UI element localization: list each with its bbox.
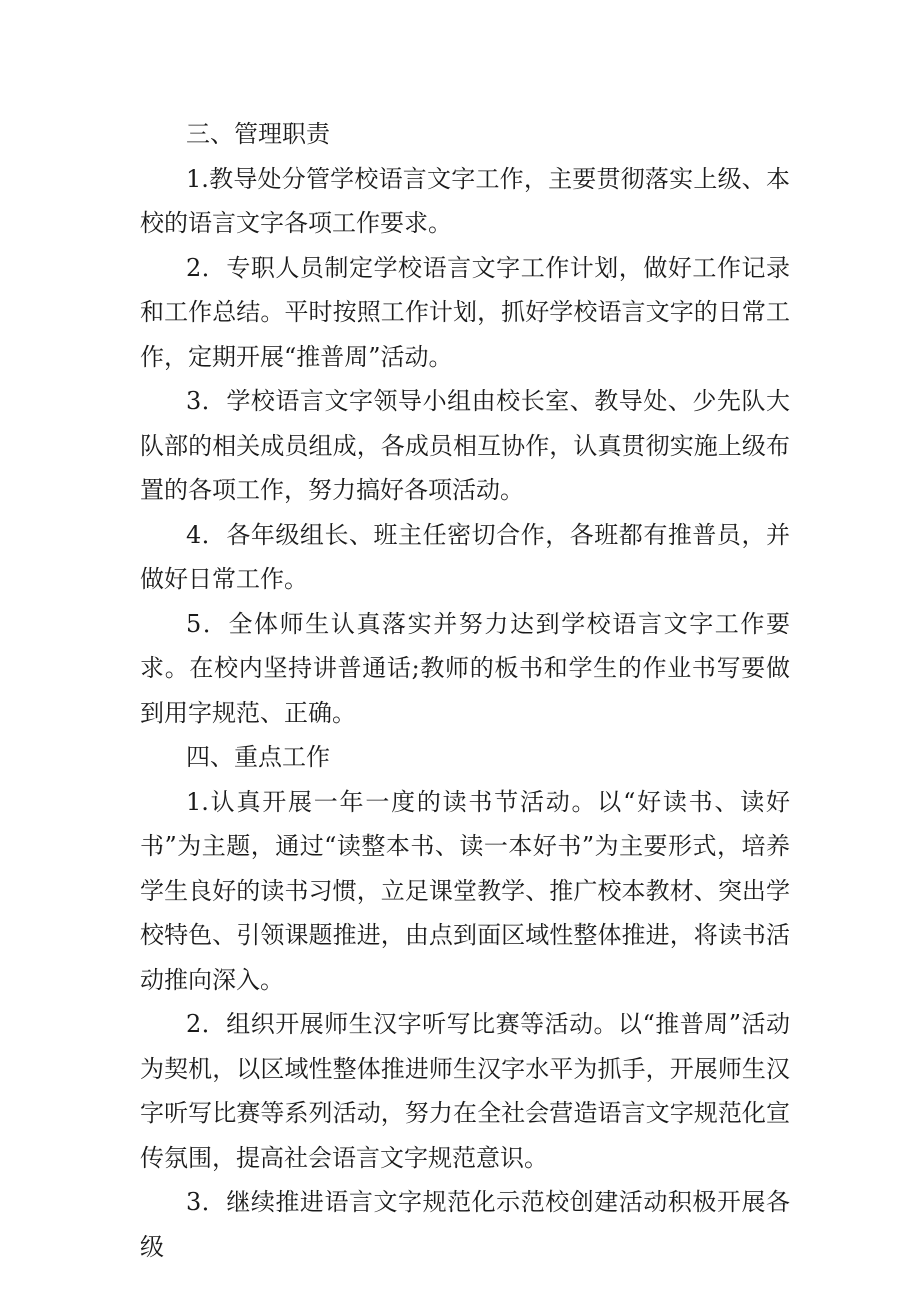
paragraph-duty-4: 4．各年级组长、班主任密切合作，各班都有推普员，并做好日常工作。 [140,520,790,593]
paragraph-work-1: 1.认真开展一年一度的读书节活动。以“好读书、读好书”为主题，通过“读整本书、读一本好书”为主要形式，培养学生良好的读书习惯，立足课堂教学、推广校本教材、突出学校特色、引领课题推进，由点到面区域性整体推进，将读书活动推向深入。 [140,787,790,994]
paragraph-work-3: 3．继续推进语言文字规范化示范校创建活动积极开展各级 [140,1188,790,1261]
section-heading-key-work: 四、重点工作 [186,743,330,771]
paragraph-duty-1: 1.教导处分管学校语言文字工作，主要贯彻落实上级、本校的语言文字各项工作要求。 [140,164,790,237]
paragraph-duty-5: 5．全体师生认真落实并努力达到学校语言文字工作要求。在校内坚持讲普通话;教师的板书和学生的作业书写要做到用字规范、正确。 [140,609,790,727]
paragraph-work-2: 2．组织开展师生汉字听写比赛等活动。以“推普周”活动为契机，以区域性整体推进师生汉字水平为抓手，开展师生汉字听写比赛等系列活动，努力在全社会营造语言文字规范化宣传氛围，提高社会语言文字规范意识。 [140,1010,790,1172]
paragraph-duty-2: 2．专职人员制定学校语言文字工作计划，做好工作记录和工作总结。平时按照工作计划，抓好学校语言文字的日常工作，定期开展“推普周”活动。 [140,253,790,371]
document-page [140,112,790,1269]
section-heading-management: 三、管理职责 [186,120,330,148]
paragraph-duty-3: 3．学校语言文字领导小组由校长室、教导处、少先队大队部的相关成员组成，各成员相互协作，认真贯彻实施上级布置的各项工作，努力搞好各项活动。 [140,387,790,504]
